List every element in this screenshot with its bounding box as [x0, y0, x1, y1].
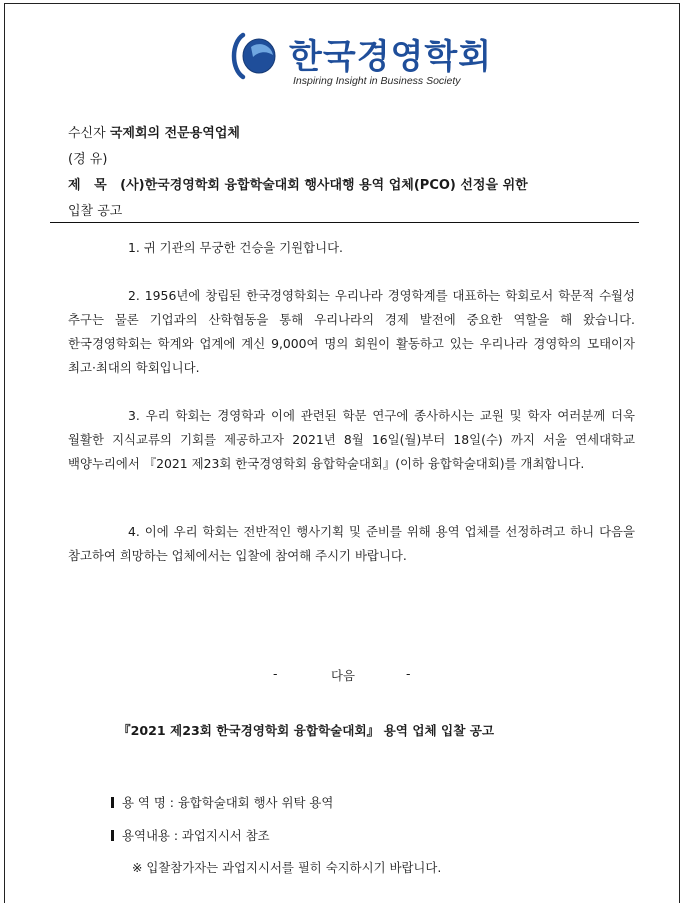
paragraph-1 [68, 236, 635, 260]
paragraph-1-text: 1. 귀 기관의 무궁한 건승을 기원합니다. [128, 240, 343, 255]
paragraph-2 [68, 284, 635, 380]
kma-logo-icon [229, 31, 281, 81]
detail-item-text: 용 역 명 : 융합학술대회 행사 위탁 용역 [122, 795, 334, 810]
subject-line [68, 174, 528, 193]
paragraph-4-text: 4. 이에 우리 학회는 전반적인 행사기획 및 준비를 위해 용역 업체를 선정하려고 하니 다음을 참고하여 희망하는 업체에서는 입찰에 참여해 주시기 바랍니다. [68, 524, 635, 563]
recipient-value: 국제회의 전문용역업체 [109, 126, 240, 141]
heading-dash-left: - [273, 666, 278, 681]
paragraph-3-text: 3. 우리 학회는 경영학과 이에 관련된 학문 연구에 종사하시는 교원 및 학자 여러분께 더욱 월활한 지식교류의 기회를 제공하고자 2021년 8월 16일(월)부터 18일(수) 까지 서울 연세대학교 백양누리에서 『2021 제23회 한국경영학회 융합학술대회』(이하 융합학술대회)를 개최합니다. [68, 408, 635, 471]
paragraph-4 [68, 520, 635, 568]
org-name: 한국경영학회 [289, 37, 493, 77]
paragraph-2-text: 2. 1956년에 창립된 한국경영학회는 우리나라 경영학계를 대표하는 학회로서 학문적 수월성 추구는 물론 기업과의 산학협동을 통해 우리나라의 경제 발전에 중요한 역할을 해 왔습니다. 한국경영학회는 학계와 업계에 계신 9,000여 명의 회원이 활동하고 있는 우리나라 경영학의 모태이자 최고·최대의 학회입니다. [68, 288, 635, 375]
paragraph-3 [68, 404, 635, 476]
org-tagline: Inspiring Insight in Business Society [293, 75, 461, 87]
subject-text-1: (사)한국경영학회 융합학술대회 행사대행 용역 업체(PCO) 선정을 위한 [120, 178, 528, 193]
subject-label: 제 목 [68, 178, 107, 193]
header-logo [229, 27, 493, 97]
via-line: (경 유) [68, 152, 108, 167]
detail-item-service-content [111, 826, 270, 844]
bullet-icon [111, 830, 114, 841]
subject-text-2: 입찰 공고 [68, 204, 123, 219]
heading-dash-right: - [406, 666, 411, 681]
detail-item-service-name [111, 793, 333, 811]
bidder-note: ※ 입찰참가자는 과업지시서를 필히 숙지하시기 바랍니다. [132, 860, 442, 875]
notice-title: 『2021 제23회 한국경영학회 융합학술대회』 용역 업체 입찰 공고 [118, 723, 495, 738]
detail-item-text: 용역내용 : 과업지시서 참조 [122, 828, 270, 843]
details-heading: 다음 [331, 668, 355, 683]
header-divider [50, 222, 639, 223]
recipient-label: 수신자 [68, 126, 106, 141]
recipient-line [68, 122, 240, 141]
bullet-icon [111, 797, 114, 808]
